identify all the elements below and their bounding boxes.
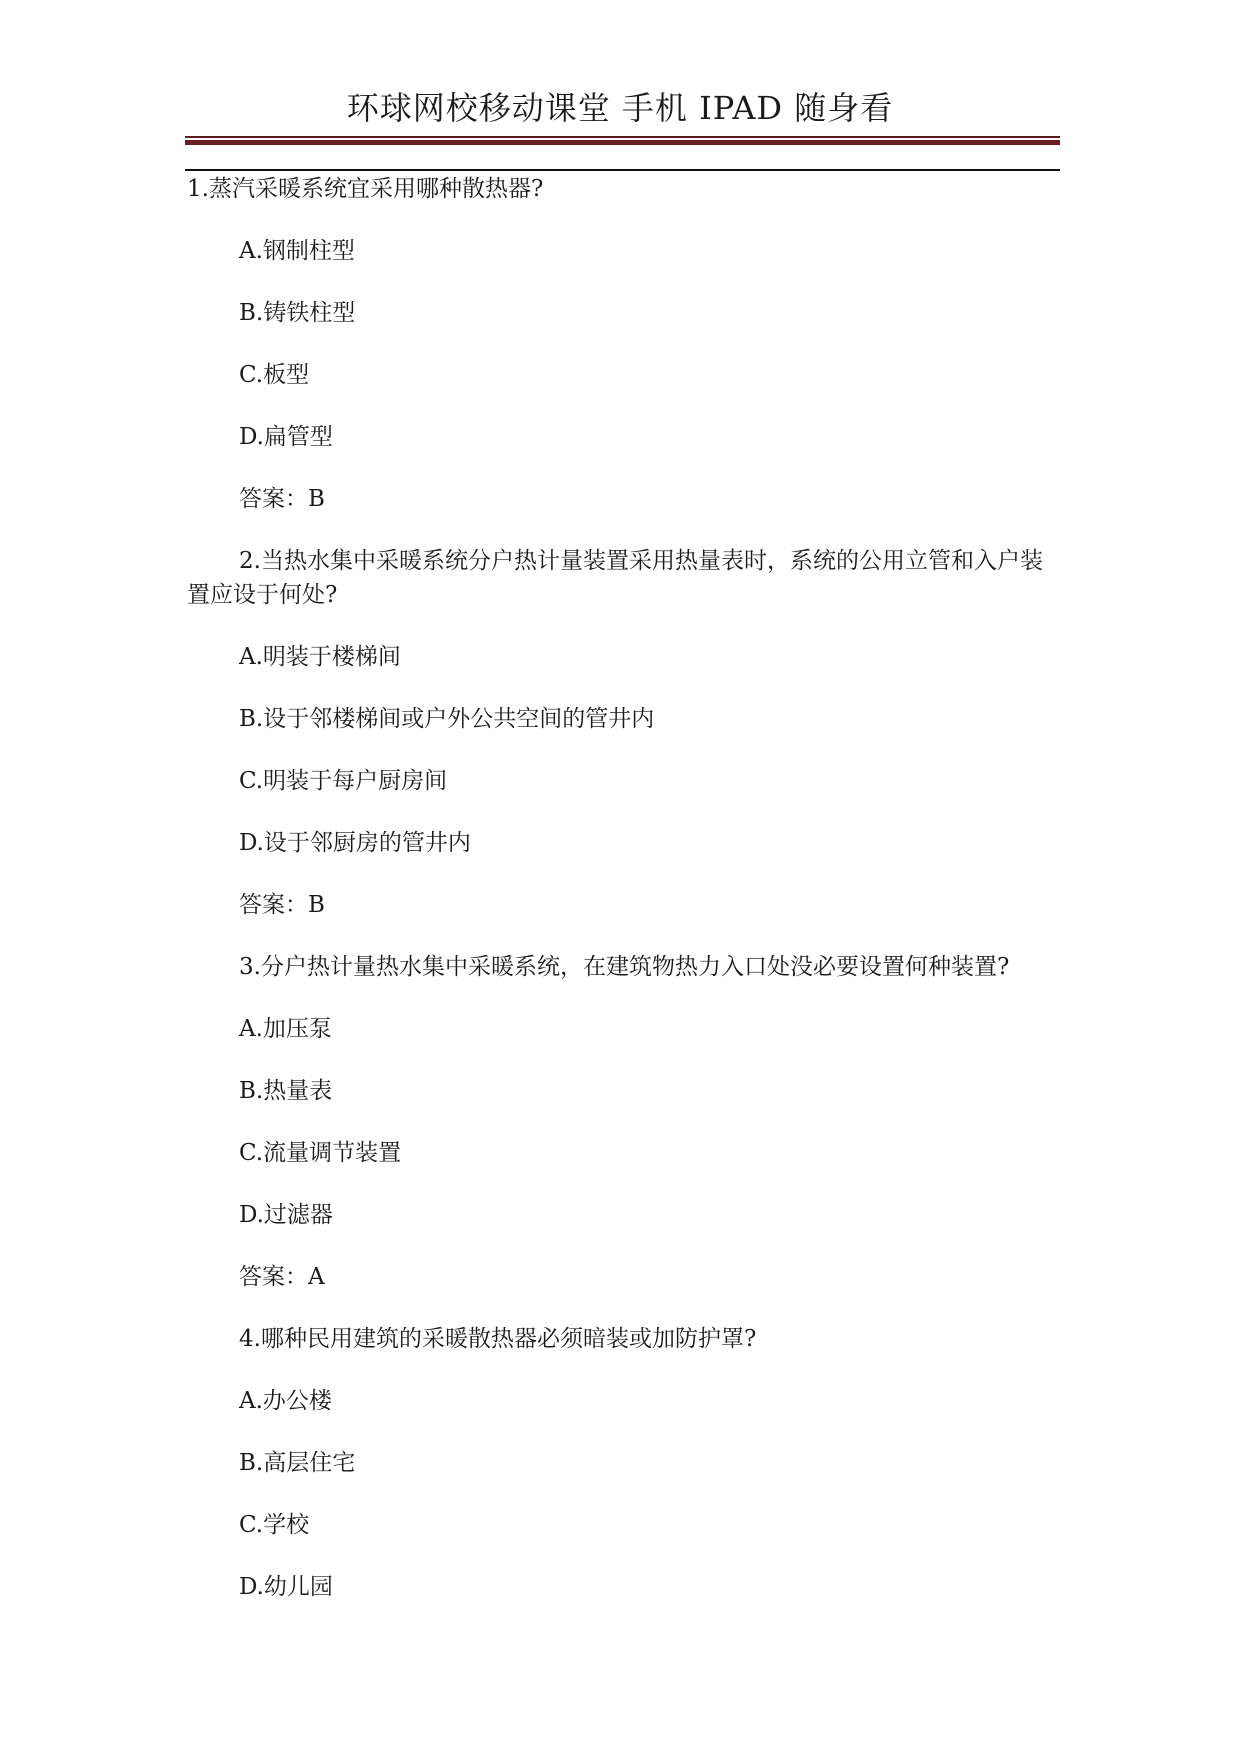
option-b: B.铸铁柱型 <box>239 300 356 326</box>
option-a: A.加压泵 <box>239 1016 332 1042</box>
answer-text: 答案：B <box>239 486 325 512</box>
option-d: D.扁管型 <box>239 424 333 450</box>
option-a: A.明装于楼梯间 <box>239 644 401 670</box>
question-block-2 <box>187 544 1065 922</box>
answer-text: 答案：A <box>239 1264 325 1290</box>
option-c: C.明装于每户厨房间 <box>239 768 448 794</box>
answer-text: 答案：B <box>239 892 325 918</box>
header-divider-thin <box>185 136 1060 138</box>
header-divider-thick <box>185 140 1060 145</box>
option-a: A.办公楼 <box>239 1388 332 1414</box>
question-text: 1.蒸汽采暖系统宜采用哪种散热器? <box>187 176 544 202</box>
option-d: D.过滤器 <box>239 1202 333 1228</box>
question-text: 4.哪种民用建筑的采暖散热器必须暗装或加防护罩? <box>239 1326 757 1352</box>
question-block-1 <box>187 172 1065 516</box>
option-b: B.设于邻楼梯间或户外公共空间的管井内 <box>239 706 655 732</box>
option-d: D.设于邻厨房的管井内 <box>239 830 471 856</box>
option-b: B.高层住宅 <box>239 1450 356 1476</box>
question-text: 2.当热水集中采暖系统分户热计量装置采用热量表时，系统的公用立管和入户装置应设于何处? <box>187 548 1043 608</box>
option-c: C.板型 <box>239 362 310 388</box>
option-c: C.学校 <box>239 1512 310 1538</box>
option-b: B.热量表 <box>239 1078 333 1104</box>
option-d: D.幼儿园 <box>239 1574 333 1600</box>
question-block-3 <box>187 950 1065 1294</box>
option-c: C.流量调节装置 <box>239 1140 402 1166</box>
header-divider-bottom <box>185 169 1060 171</box>
question-text: 3.分户热计量热水集中采暖系统，在建筑物热力入口处没必要设置何种装置? <box>239 954 1010 980</box>
page-header-title: 环球网校移动课堂 手机 IPAD 随身看 <box>346 89 894 127</box>
question-block-4 <box>187 1322 1065 1604</box>
question-list <box>187 172 1065 1604</box>
option-a: A.钢制柱型 <box>239 238 355 264</box>
